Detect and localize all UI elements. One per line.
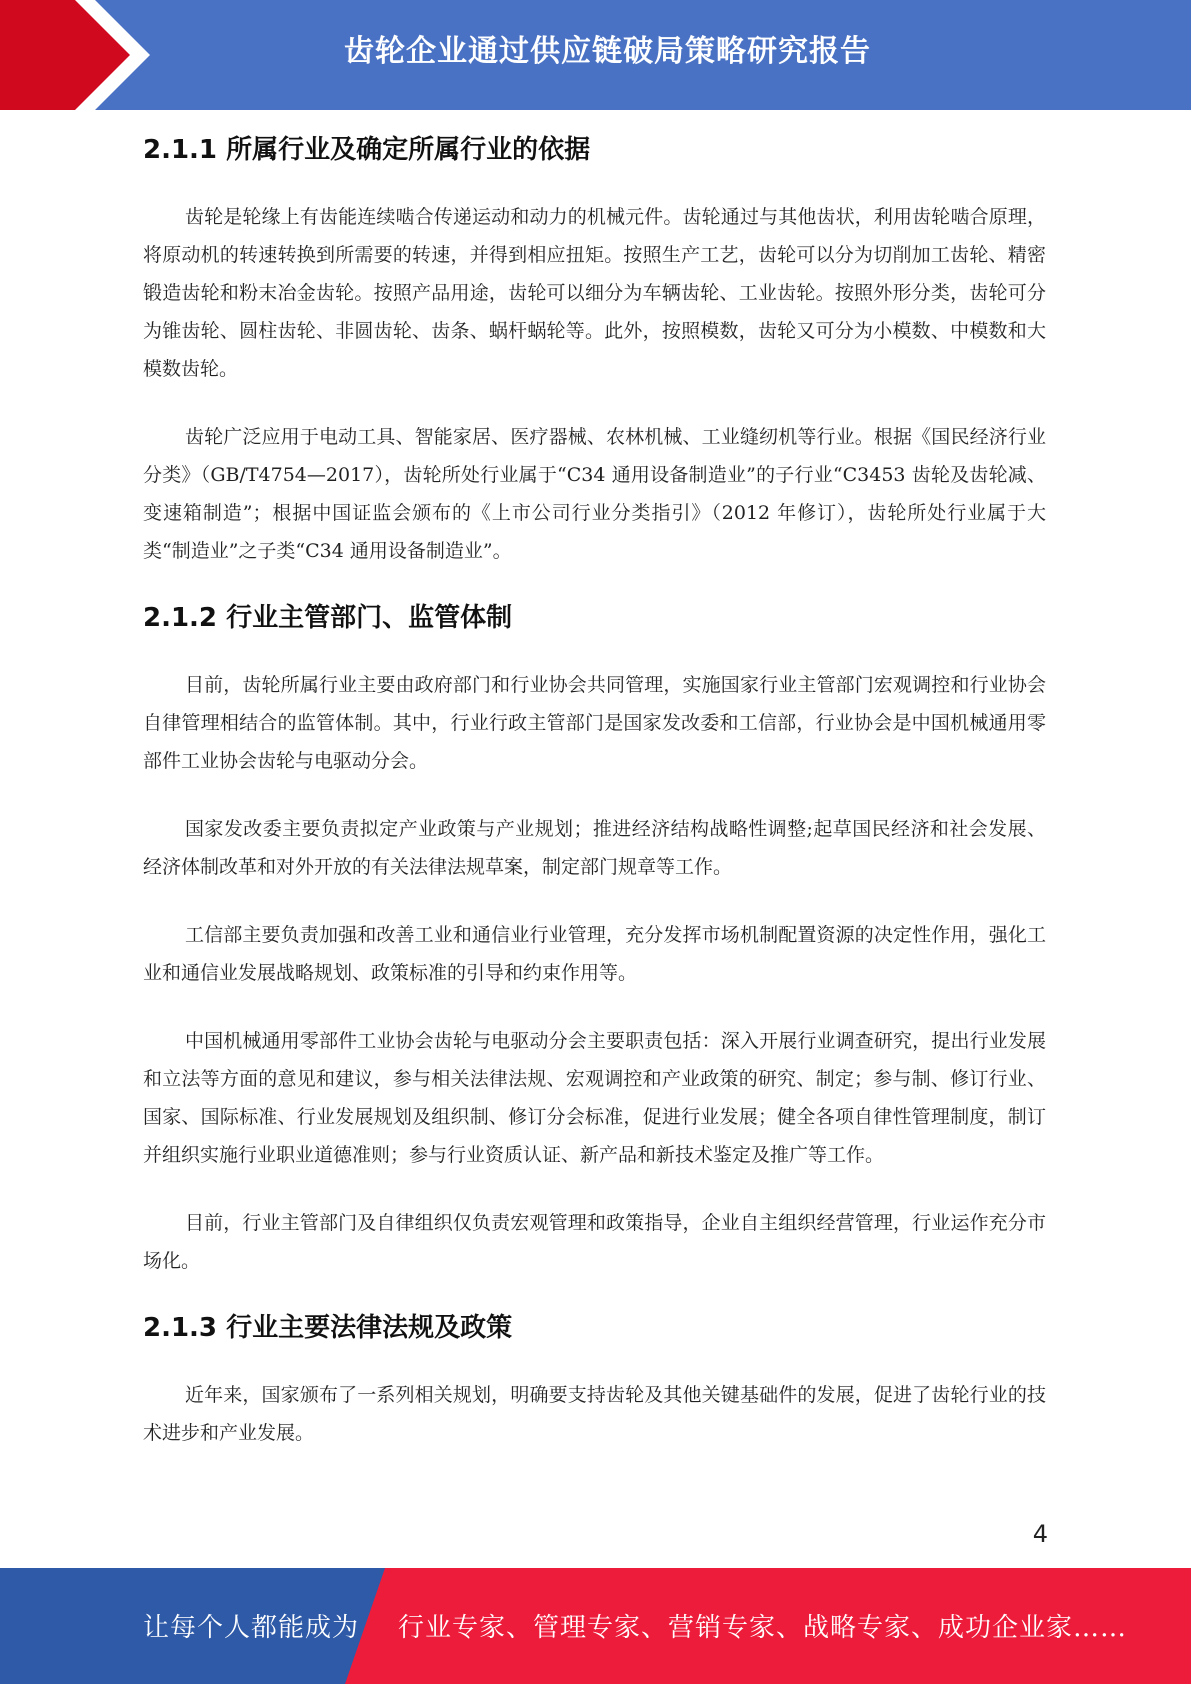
- section-heading: 2.1.2 行业主管部门、监管体制: [143, 603, 513, 633]
- document-body: [143, 118, 1046, 1482]
- report-title: 齿轮企业通过供应链破局策略研究报告: [344, 34, 871, 69]
- section-2-1-1: [143, 132, 1046, 570]
- header-banner: [0, 0, 1191, 110]
- section-2-1-2: [143, 600, 1046, 1280]
- paragraph: 近年来，国家颁布了一系列相关规划，明确要支持齿轮及其他关键基础件的发展，促进了齿轮行业的技术进步和产业发展。: [143, 1384, 1046, 1444]
- section-heading: 2.1.3 行业主要法律法规及政策: [143, 1313, 513, 1343]
- page-number: 4: [1032, 1520, 1048, 1548]
- paragraph: 齿轮是轮缘上有齿能连续啮合传递运动和动力的机械元件。齿轮通过与其他齿状，利用齿轮啮合原理，将原动机的转速转换到所需要的转速，并得到相应扭矩。按照生产工艺，齿轮可以分为切削加工齿轮、精密锻造齿轮和粉末冶金齿轮。按照产品用途，齿轮可以细分为车辆齿轮、工业齿轮。按照外形分类，齿轮可分为锥齿轮、圆柱齿轮、非圆齿轮、齿条、蜗杆蜗轮等。此外，按照模数，齿轮又可分为小模数、中模数和大模数齿轮。: [143, 206, 1046, 380]
- paragraph: 目前，齿轮所属行业主要由政府部门和行业协会共同管理，实施国家行业主管部门宏观调控和行业协会自律管理相结合的监管体制。其中，行业行政主管部门是国家发改委和工信部，行业协会是中国机械通用零部件工业协会齿轮与电驱动分会。: [143, 674, 1046, 772]
- paragraph: 目前，行业主管部门及自律组织仅负责宏观管理和政策指导，企业自主组织经营管理，行业运作充分市场化。: [143, 1212, 1046, 1272]
- paragraph: 工信部主要负责加强和改善工业和通信业行业管理，充分发挥市场机制配置资源的决定性作用，强化工业和通信业发展战略规划、政策标准的引导和约束作用等。: [143, 924, 1046, 984]
- paragraph: 国家发改委主要负责拟定产业政策与产业规划；推进经济结构战略性调整;起草国民经济和社会发展、经济体制改革和对外开放的有关法律法规草案，制定部门规章等工作。: [143, 818, 1046, 878]
- footer-banner: [0, 1568, 1191, 1684]
- paragraph: 中国机械通用零部件工业协会齿轮与电驱动分会主要职责包括：深入开展行业调查研究，提出行业发展和立法等方面的意见和建议，参与相关法律法规、宏观调控和产业政策的研究、制定；参与制、修订行业、国家、国际标准、行业发展规划及组织制、修订分会标准，促进行业发展；健全各项自律性管理制度，制订并组织实施行业职业道德准则；参与行业资质认证、新产品和新技术鉴定及推广等工作。: [143, 1030, 1046, 1166]
- paragraph: 齿轮广泛应用于电动工具、智能家居、医疗器械、农林机械、工业缝纫机等行业。根据《国民经济行业分类》（GB/T4754—2017），齿轮所处行业属于“C34 通用设备制造业”的子行业“C3453 齿轮及齿轮减、变速箱制造”；根据中国证监会颁布的《上市公司行业分类指引》（2012 年修订），齿轮所处行业属于大类“制造业”之子类“C34 通用设备制造业”。: [143, 426, 1046, 562]
- section-2-1-3: [143, 1310, 1046, 1452]
- footer-slogan-left: 让每个人都能成为: [143, 1613, 360, 1643]
- section-heading: 2.1.1 所属行业及确定所属行业的依据: [143, 135, 591, 165]
- footer-slogan-right: 行业专家、管理专家、营销专家、战略专家、成功企业家……: [398, 1613, 1128, 1643]
